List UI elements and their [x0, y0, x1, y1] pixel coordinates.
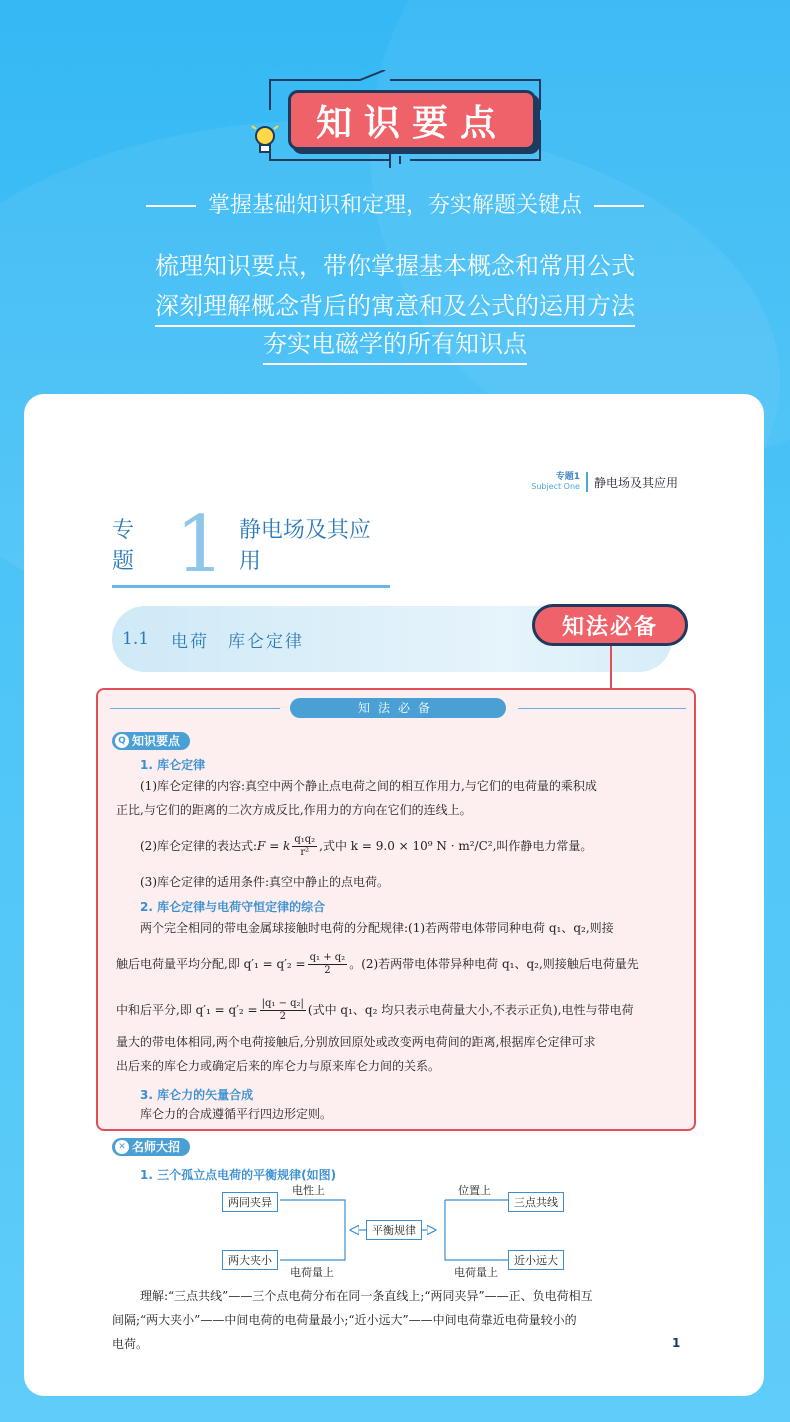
paragraph: 间隔;“两大夹小”——中间电荷的电荷量最小;“近小远大”——中间电荷靠近电荷量较小的 — [112, 1313, 577, 1327]
heading-2: 2. 库仑定律与电荷守恒定律的综合 — [140, 900, 326, 914]
header-badge-group — [250, 70, 550, 170]
paragraph: 两个完全相同的带电金属球接触时电荷的分配规律:(1)若两带电体带同种电荷 q₁、q₂,则接 — [140, 921, 614, 935]
section-pill: 知法必备 — [290, 698, 506, 718]
box-two-big: 两大夹小 — [222, 1250, 278, 1270]
header-badge: 知识要点 — [288, 90, 536, 150]
paragraph: (1)库仑定律的内容:真空中两个静止点电荷之间的相互作用力,与它们的电荷量的乘积成 — [140, 779, 597, 793]
desc-line-2: 深刻理解概念背后的寓意和及公式的运用方法 — [0, 286, 790, 327]
header-subtitle: 掌握基础知识和定理，夯实解题关键点 — [0, 188, 790, 219]
paragraph: 出后来的库仑力或确定后来的库仑力与原来库仑力间的关系。 — [116, 1059, 441, 1073]
formula-line: 中和后平分,即 q′₁ = q′₂ = $\frac{\text{|q₁ − q₂|}}{2}$ (式中 q₁、q₂ 均只表示电荷量大小,不表示正负),电性与带电荷 — [116, 998, 634, 1022]
paragraph: (3)库仑定律的适用条件:真空中静止的点电荷。 — [140, 875, 390, 889]
paragraph: 量大的带电体相同,两个电荷接触后,分别放回原处或改变两电荷间的距离,根据库仑定律可求 — [116, 1035, 596, 1049]
paragraph: 正比,与它们的距离的二次方成反比,作用力的方向在它们的连线上。 — [116, 803, 472, 817]
tag-knowledge: Q 知识要点 — [112, 732, 190, 750]
chapter-heading: 专题 1 静电场及其应用 — [112, 508, 390, 588]
zhifa-stamp: 知法必备 — [532, 604, 688, 646]
running-head: 专题1 Subject One 静电场及其应用 — [531, 472, 678, 491]
desc-line-1: 梳理知识要点，带你掌握基本概念和常用公式 — [155, 252, 635, 280]
magnifier-icon: Q — [115, 734, 129, 748]
heading-1: 1. 库仑定律 — [140, 758, 206, 772]
desc-line-3: 夯实电磁学的所有知识点 — [0, 324, 790, 365]
paragraph: 库仑力的合成遵循平行四边形定则。 — [140, 1107, 333, 1121]
paragraph: 电荷。 — [112, 1337, 149, 1351]
knowledge-box — [96, 688, 696, 1131]
stamp-connector — [610, 646, 612, 688]
page-number: 1 — [672, 1336, 681, 1350]
lightbulb-icon — [250, 120, 280, 160]
formula-line: 触后电荷量平均分配,即 q′₁ = q′₂ = $\frac{\text{q₁ + q₂}}{2}$ 。(2)若两带电体带异种电荷 q₁、q₂,则接触后电荷量先 — [116, 952, 639, 976]
box-near-small: 近小远大 — [508, 1250, 564, 1270]
box-two-same: 两同夹异 — [222, 1192, 278, 1212]
box-center: 平衡规律 — [366, 1220, 422, 1240]
heading-4: 1. 三个孤立点电荷的平衡规律(如图) — [140, 1168, 337, 1182]
formula-line: (2)库仑定律的表达式:F = k $\frac{\text{q₁q₂}}{\text{r²}}$ ,式中 k = 9.0 × 10⁹ N · m²/C²,叫作静电力常量。 — [140, 834, 593, 858]
paragraph: 理解:“三点共线”——三个点电荷分布在同一条直线上;“两同夹异”——正、负电荷相互 — [140, 1289, 593, 1303]
book-page-card — [24, 394, 764, 1396]
heading-3: 3. 库仑力的矢量合成 — [140, 1088, 254, 1102]
tools-icon: ✕ — [115, 1140, 129, 1154]
balance-rule-diagram: 两同夹异 两大夹小 平衡规律 三点共线 近小远大 电性上 电荷量上 位置上 电荷量上 — [220, 1188, 570, 1278]
section-band: 1.1 电荷 库仑定律 — [112, 606, 672, 672]
box-collinear: 三点共线 — [508, 1192, 564, 1212]
tag-masters: ✕ 名师大招 — [112, 1138, 190, 1156]
